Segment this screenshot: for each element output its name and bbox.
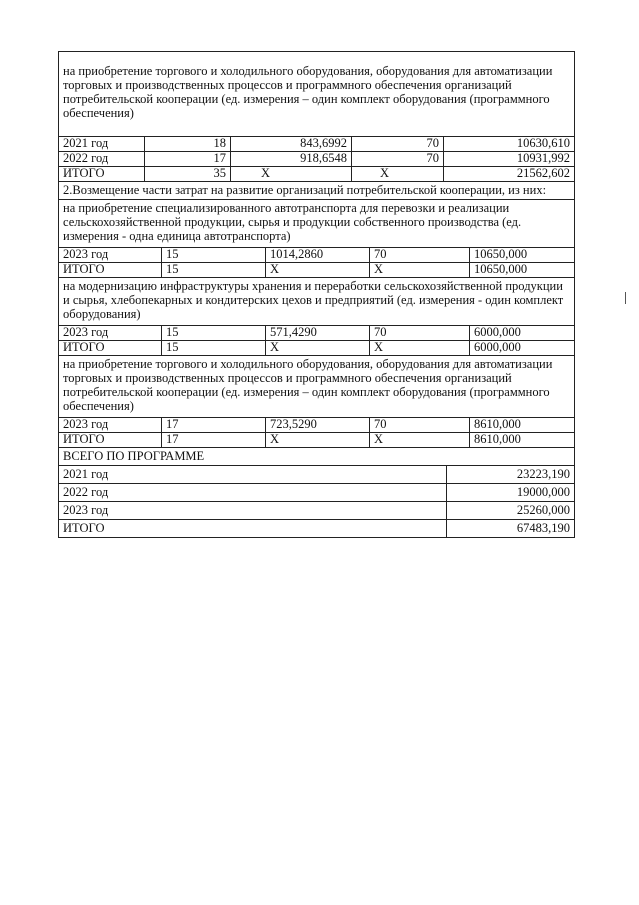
section-2-title: 2.Возмещение части затрат на развитие организаций потребительской кооперации, из них: [59, 182, 575, 200]
percent-cell: 70 [370, 326, 470, 341]
table-row [59, 418, 575, 433]
table-row [59, 137, 575, 152]
percent-cell: Х [352, 167, 444, 182]
total-year-value: 23223,190 [447, 466, 575, 484]
percent-cell: 70 [370, 248, 470, 263]
table-program-total [58, 447, 575, 538]
amount-cell: 10650,000 [470, 263, 575, 278]
year-cell: 2021 год [59, 137, 145, 152]
percent-cell: 70 [370, 418, 470, 433]
year-cell: 2022 год [59, 152, 145, 167]
year-cell: 2023 год [59, 248, 162, 263]
table-row [59, 263, 575, 278]
unit-cost-cell: 723,5290 [266, 418, 370, 433]
table-row [59, 433, 575, 448]
table-row [59, 484, 575, 502]
unit-cost-cell: 843,6992 [231, 137, 352, 152]
year-cell: ИТОГО [59, 263, 162, 278]
year-cell: 2023 год [59, 326, 162, 341]
section-d-heading: на приобретение торгового и холодильного оборудования, оборудования для автоматизации торговых и производственных процессов и программного обеспечения организаций потребительской кооперации (ед. измерения – один комплект оборудования (программного обеспечения) [59, 356, 575, 418]
table-row [59, 502, 575, 520]
percent-cell: Х [370, 341, 470, 356]
year-cell: ИТОГО [59, 167, 145, 182]
unit-cost-cell: Х [266, 263, 370, 278]
unit-cost-cell: Х [266, 433, 370, 448]
amount-cell: 8610,000 [470, 418, 575, 433]
amount-cell: 6000,000 [470, 341, 575, 356]
program-total-title: ВСЕГО ПО ПРОГРАММЕ [59, 448, 575, 466]
total-year-value: 25260,000 [447, 502, 575, 520]
section-a-heading: на приобретение торгового и холодильного оборудования, оборудования для автоматизации торговых и производственных процессов и программного обеспечения организаций потребительской кооперации (ед. измерения – один комплект оборудования (программного обеспечения) [59, 52, 575, 137]
count-cell: 17 [145, 152, 231, 167]
count-cell: 15 [162, 341, 266, 356]
count-cell: 15 [162, 248, 266, 263]
unit-cost-cell: 571,4290 [266, 326, 370, 341]
unit-cost-cell: 918,6548 [231, 152, 352, 167]
amount-cell: 10630,610 [444, 137, 575, 152]
total-grand-label: ИТОГО [59, 520, 447, 538]
total-year-label: 2021 год [59, 466, 447, 484]
total-grand-value: 67483,190 [447, 520, 575, 538]
year-cell: ИТОГО [59, 341, 162, 356]
section-b-heading: на приобретение специализированного автотранспорта для перевозки и реализации сельскохозяйственной продукции, сырья и продукции собственного производства (ед. измерения - одна единица автотранспорта) [59, 200, 575, 248]
unit-cost-cell: Х [266, 341, 370, 356]
count-cell: 35 [145, 167, 231, 182]
percent-cell: Х [370, 433, 470, 448]
table-section-2 [58, 181, 575, 448]
table-section-a [58, 51, 575, 182]
percent-cell: 70 [352, 137, 444, 152]
scan-artifact-mark [625, 292, 626, 304]
unit-cost-cell: Х [231, 167, 352, 182]
amount-cell: 21562,602 [444, 167, 575, 182]
section-c-heading: на модернизацию инфраструктуры хранения и переработки сельскохозяйственной продукции и сырья, хлебопекарных и кондитерских цехов и предприятий (ед. измерения - один комплект оборудования) [59, 278, 575, 326]
total-year-label: 2023 год [59, 502, 447, 520]
table-row [59, 248, 575, 263]
percent-cell: 70 [352, 152, 444, 167]
amount-cell: 8610,000 [470, 433, 575, 448]
table-row [59, 520, 575, 538]
count-cell: 18 [145, 137, 231, 152]
amount-cell: 10650,000 [470, 248, 575, 263]
unit-cost-cell: 1014,2860 [266, 248, 370, 263]
table-row [59, 466, 575, 484]
total-year-value: 19000,000 [447, 484, 575, 502]
year-cell: ИТОГО [59, 433, 162, 448]
table-row [59, 326, 575, 341]
count-cell: 17 [162, 433, 266, 448]
program-table-page [58, 51, 574, 538]
table-row [59, 341, 575, 356]
total-year-label: 2022 год [59, 484, 447, 502]
count-cell: 15 [162, 326, 266, 341]
count-cell: 17 [162, 418, 266, 433]
table-row [59, 167, 575, 182]
count-cell: 15 [162, 263, 266, 278]
table-row [59, 152, 575, 167]
percent-cell: Х [370, 263, 470, 278]
amount-cell: 6000,000 [470, 326, 575, 341]
amount-cell: 10931,992 [444, 152, 575, 167]
year-cell: 2023 год [59, 418, 162, 433]
